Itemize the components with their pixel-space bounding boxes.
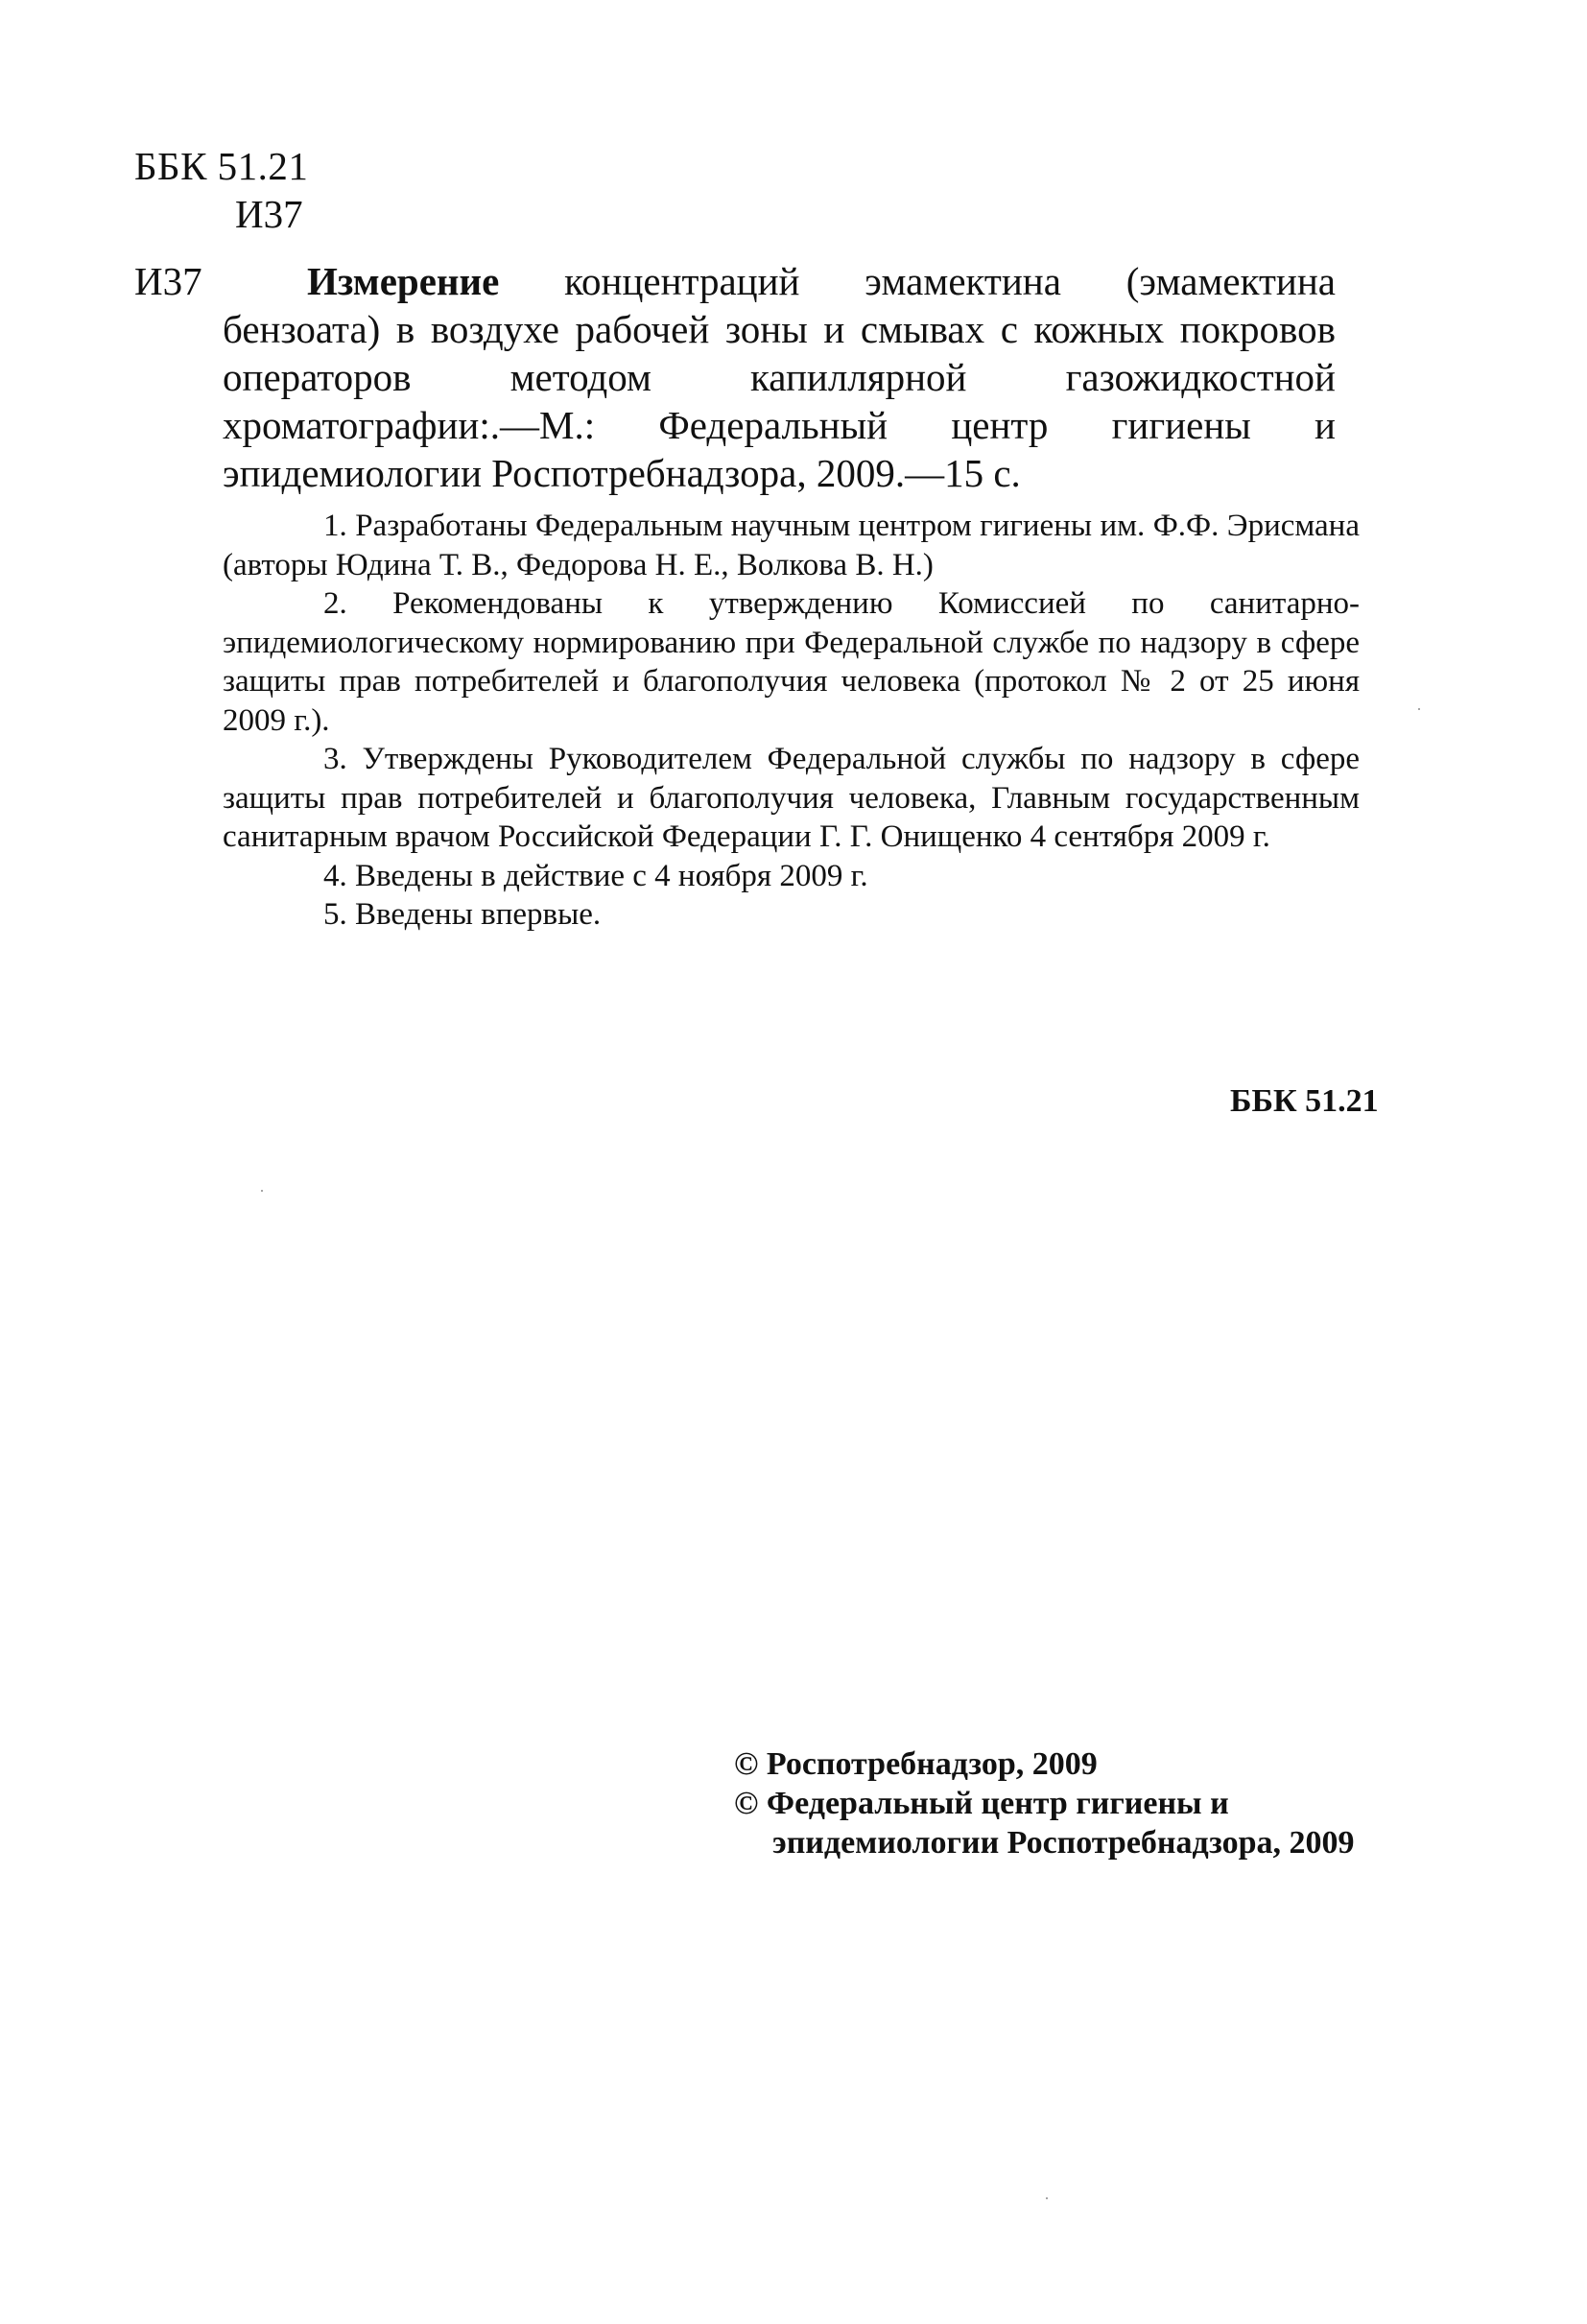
copyright-line-2: © Федеральный центр гигиены и (734, 1786, 1229, 1821)
note-developed: 1. Разработаны Федеральным научным центром гигиены им. Ф.Ф. Эрисмана (авторы Юдина Т. В., Федорова Н. Е., Волкова В. Н.) (223, 509, 1360, 582)
scan-speck (261, 1190, 263, 1192)
bbk-classification-bottom: ББК 51.21 (1230, 1083, 1379, 1119)
bibliographic-description (223, 257, 1336, 497)
scan-speck (1418, 708, 1420, 710)
publication-notes (223, 507, 1360, 935)
note-first-edition: 5. Введены впервые. (323, 897, 602, 932)
copyright-block (734, 1744, 1355, 1862)
description-text: концентраций эмамектина (эмамектина бензоата) в воздухе рабочей зоны и смывах с кожных покровов операторов методом капиллярной газожидкостной хроматографии:.—М.: Федеральный центр гигиены и эпидемиологии Роспотребнадзора, 2009.—15 с. (223, 259, 1336, 495)
author-sign: И37 (235, 192, 303, 236)
note-approved: 3. Утверждены Руководителем Федеральной службы по надзору в сфере защиты прав потребителей и благополучия человека, Главным государственным санитарным врачом Российской Федерации Г. Г. Онищенко 4 сентября 2009 г. (223, 742, 1360, 854)
copyright-line-1: © Роспотребнадзор, 2009 (734, 1746, 1098, 1782)
title-bold: Измерение (307, 259, 500, 303)
bbk-classification: ББК 51.21 (134, 144, 309, 188)
scan-speck (1046, 2197, 1048, 2199)
note-recommended: 2. Рекомендованы к утверждению Комиссией по санитарно- эпидемиологическому нормированию при Федеральной службе по надзору в сфере защиты прав потребителей и благополучия человека (протокол № 2 от 25 июня 2009 г.). (223, 586, 1360, 738)
entry-author-sign: И37 (134, 259, 202, 303)
copyright-line-3: эпидемиологии Роспотребнадзора, 2009 (772, 1825, 1355, 1861)
note-effective: 4. Введены в действие с 4 ноября 2009 г. (323, 858, 868, 893)
